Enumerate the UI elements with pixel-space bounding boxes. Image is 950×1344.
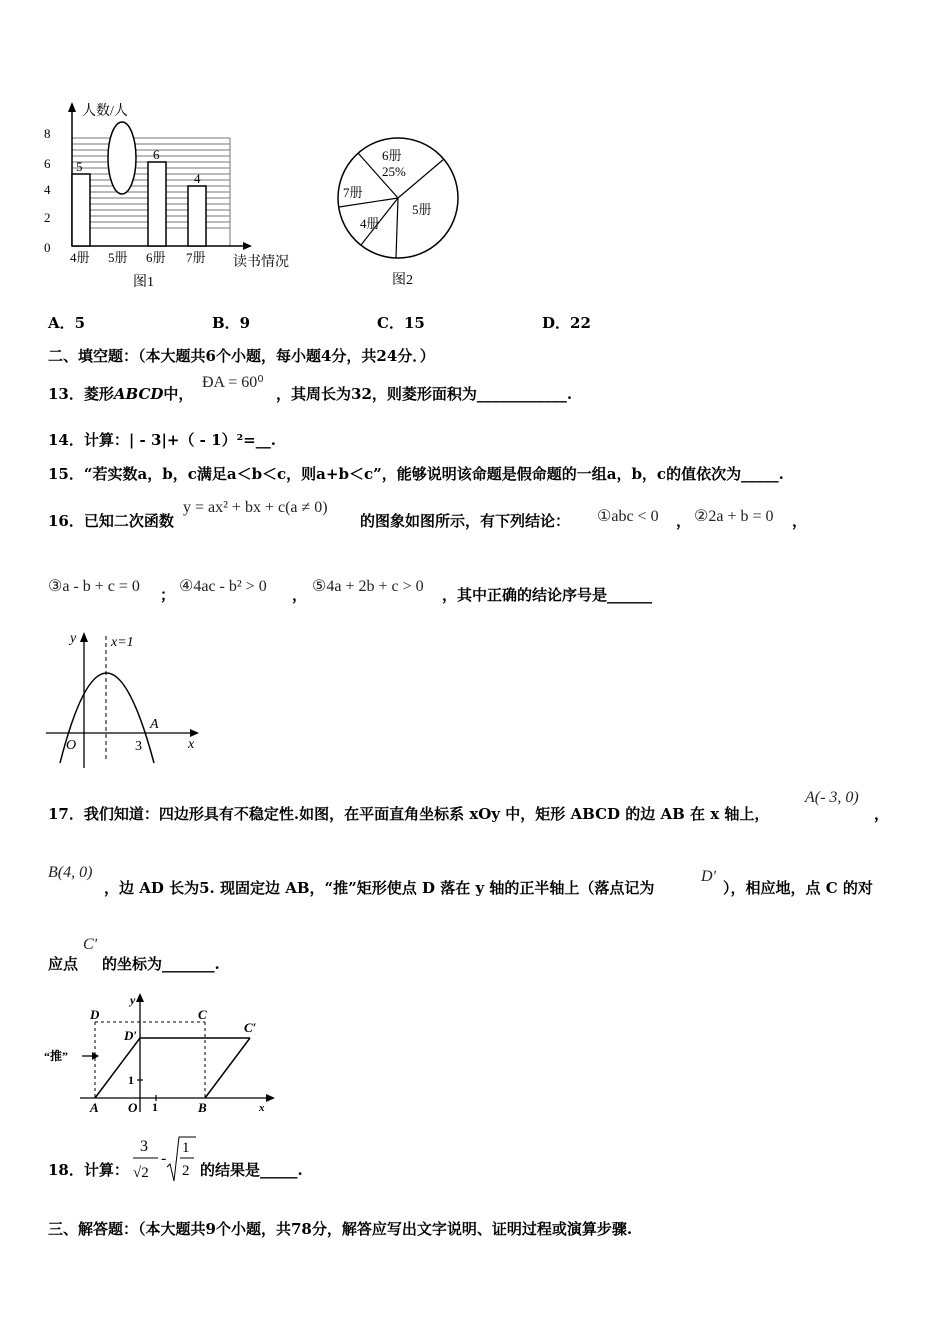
q13-pre: 13．菱形 — [48, 385, 114, 403]
option-d: D．22 — [542, 314, 591, 332]
q17-dprime: Dʹ — [701, 868, 716, 885]
label-x: x — [259, 1102, 265, 1114]
cat-4: 4册 — [70, 250, 90, 265]
q16-c3: ③a - b + c = 0 — [48, 578, 140, 595]
ytick-6: 6 — [44, 156, 51, 171]
section-3-heading: 三、解答题：（本大题共9个小题，共78分，解答应写出文字说明、证明过程或演算步骤. — [48, 1220, 633, 1238]
q18-expression — [130, 1133, 198, 1185]
q18-numerator: 3 — [140, 1138, 148, 1155]
q16-mid: 的图象如图所示，有下列结论： — [360, 512, 571, 530]
label-a: A — [90, 1100, 99, 1115]
axis-label: x=1 — [111, 635, 134, 650]
q16-c2: ②2a + b = 0 — [694, 508, 774, 525]
option-b: B．9 — [212, 314, 251, 332]
push-label: “推” — [44, 1049, 69, 1063]
ytick-2: 2 — [44, 210, 51, 225]
label-one-x: 1 — [152, 1100, 158, 1114]
q17-line2: ，边 AD 长为5. 现固定边 AB，“推”矩形使点 D 落在 y 轴的正半轴上（落点记为 — [104, 879, 655, 897]
label-d: D — [90, 1007, 100, 1022]
label-c: C — [198, 1007, 207, 1022]
label-one-y: 1 — [128, 1073, 134, 1087]
q17-line1: 17．我们知道：四边形具有不稳定性.如图，在平面直角坐标系 xOy 中，矩形 ABCD 的边 AB 在 x 轴上， — [48, 805, 770, 823]
q16-post: ，其中正确的结论序号是______ — [442, 586, 653, 604]
pie-chart-figure — [330, 134, 470, 294]
bar-label-4: 5 — [76, 159, 83, 174]
pushed-right-edge — [205, 1038, 250, 1098]
slice-5-label: 5册 — [412, 202, 432, 217]
q13-abcd: ABCD — [113, 385, 164, 403]
ytick-0: 0 — [44, 240, 51, 255]
q15: 15．“若实数a，b，c满足a＜b＜c，则a+b＜c”，能够说明该命题是假命题的一组a，b，c的值依次为_____. — [48, 465, 784, 483]
option-c: C．15 — [377, 314, 425, 332]
point-a-label: A — [150, 717, 159, 732]
bar-4 — [72, 174, 90, 246]
q14: 14．计算：| - 3|+（ - 1）²=__. — [48, 431, 276, 449]
pushed-left-edge — [95, 1038, 140, 1098]
q17-line3a: 应点 — [48, 955, 79, 973]
q17-line1-end: ， — [874, 805, 890, 823]
cat-6: 6册 — [146, 250, 166, 265]
q17-point-a: A(- 3, 0) — [805, 789, 859, 806]
q17-point-b: B(4, 0) — [48, 864, 93, 881]
q16-c4: ④4ac - b² > 0 — [179, 578, 267, 595]
bar-chart-figure — [38, 98, 308, 298]
q17-cprime: Cʹ — [83, 936, 98, 953]
q16-sep1: ， — [676, 512, 692, 530]
x-label: x — [188, 737, 195, 752]
bar-xlabel: 读书情况 — [233, 255, 289, 270]
q16-pre: 16．已知二次函数 — [48, 512, 174, 530]
bar-label-6: 6 — [153, 147, 160, 162]
label-y: y — [130, 993, 136, 1007]
rectangle-push-figure — [40, 992, 280, 1116]
q16-c1: ①abc < 0 — [597, 508, 659, 525]
slice-4-label: 4册 — [360, 216, 380, 231]
label-dprime: D′ — [124, 1028, 138, 1043]
bar-ylabel: 人数/人 — [82, 104, 128, 119]
q17-line2-end: ），相应地，点 C 的对 — [723, 879, 873, 897]
y-label: y — [70, 631, 77, 646]
q18-denominator: √2 — [133, 1165, 149, 1181]
origin-label: O — [66, 738, 77, 753]
q17-line3b: 的坐标为_______. — [102, 955, 220, 973]
parabola-figure — [40, 628, 210, 773]
ytick-8: 8 — [44, 126, 51, 141]
q16-sep2: ， — [792, 512, 808, 530]
q18-pre: 18．计算： — [48, 1161, 129, 1179]
q13-post: ，其周长为32，则菱形面积为____________. — [276, 385, 573, 403]
q13-mid: 中， — [163, 385, 194, 403]
q13 — [48, 383, 193, 404]
slice-6-label: 6册 — [382, 148, 402, 163]
option-a: A．5 — [48, 314, 86, 332]
slice-7-label: 7册 — [343, 185, 363, 200]
q18-minus: - — [161, 1150, 167, 1167]
label-cprime: C′ — [244, 1020, 257, 1035]
q18-root-numerator: 1 — [182, 1140, 190, 1156]
q18-post: 的结果是_____. — [200, 1161, 303, 1179]
cat-5: 5册 — [108, 250, 128, 265]
bar-6 — [148, 162, 166, 246]
section-2-heading: 二、填空题：（本大题共6个小题，每小题4分，共24分．） — [48, 347, 435, 365]
ytick-4: 4 — [44, 182, 51, 197]
q13-angle: ÐA = 60⁰ — [202, 374, 264, 391]
root-3-label: 3 — [135, 739, 142, 754]
bar-7 — [188, 186, 206, 246]
fig2-caption: 图2 — [392, 273, 413, 288]
bar-label-7: 4 — [194, 171, 201, 186]
covered-ellipse — [108, 122, 136, 194]
cat-7: 7册 — [186, 250, 206, 265]
label-b: B — [198, 1100, 207, 1115]
q16-sep3: ； — [160, 586, 176, 604]
q16-c5: ⑤4a + 2b + c > 0 — [312, 578, 424, 595]
slice-6-percent: 25% — [382, 164, 406, 179]
q18-root-denominator: 2 — [182, 1163, 190, 1179]
q16-sep4: ， — [292, 586, 308, 604]
label-o: O — [128, 1100, 138, 1115]
fig1-caption: 图1 — [133, 275, 154, 290]
q16-func: y = ax² + bx + c(a ≠ 0) — [183, 499, 328, 516]
